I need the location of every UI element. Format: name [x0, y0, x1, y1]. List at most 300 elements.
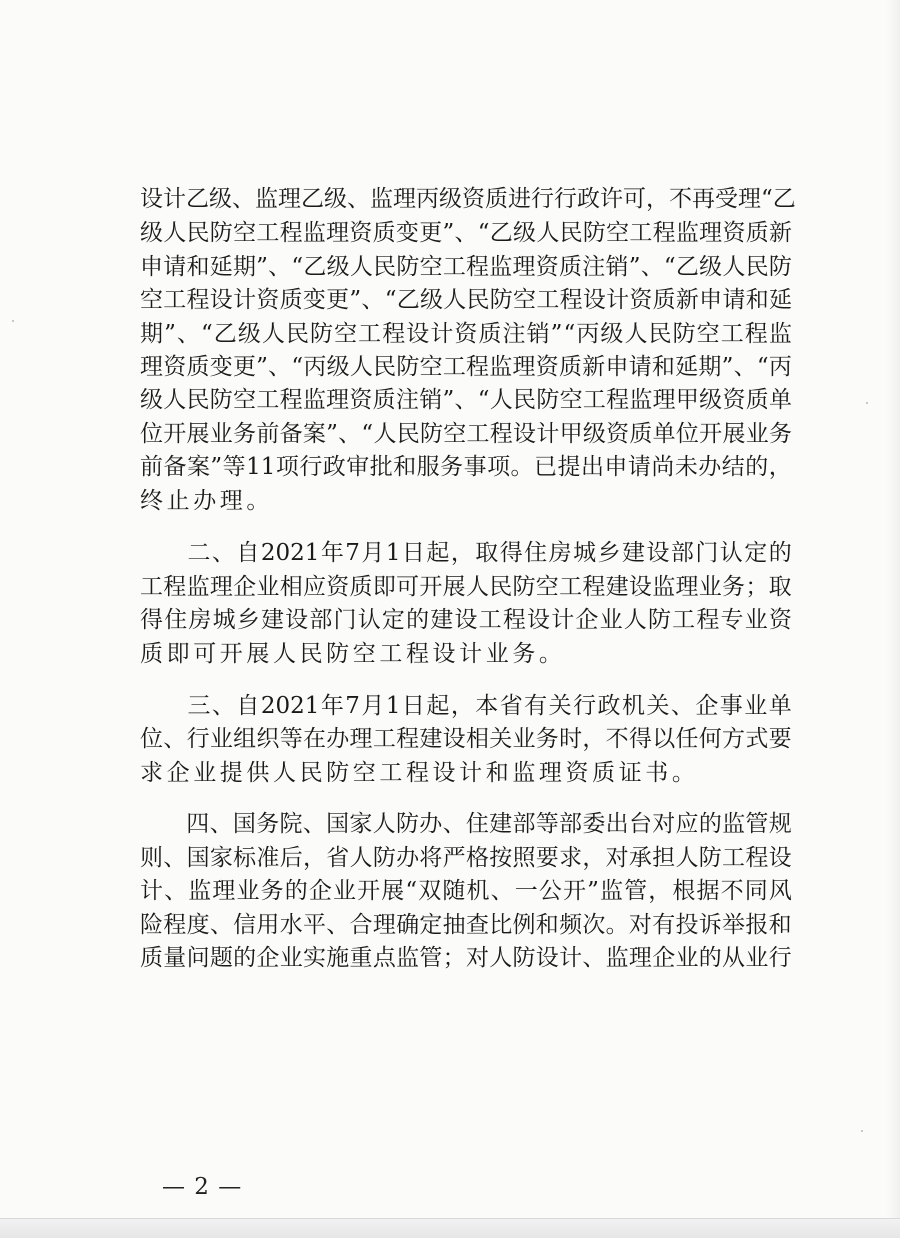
text-glyph: 申	[605, 354, 629, 380]
text-glyph: 甲	[559, 421, 583, 447]
text-glyph: ，	[582, 726, 606, 752]
text-glyph: 程	[405, 641, 429, 667]
text-glyph: 资	[462, 186, 485, 212]
text-glyph: 计	[459, 760, 483, 786]
text-glyph: 标	[233, 845, 257, 871]
text-glyph: 合	[349, 912, 373, 938]
text-glyph: 工	[442, 354, 466, 380]
text-glyph: 监	[396, 945, 420, 971]
text-glyph: 工	[379, 641, 403, 667]
text-glyph: 平	[302, 912, 326, 938]
text-glyph: 理	[219, 488, 243, 514]
text-glyph: 行	[573, 693, 597, 719]
text-glyph: ；	[745, 574, 769, 600]
text-glyph: 级	[209, 186, 232, 212]
text-glyph: 重	[349, 945, 373, 971]
text-glyph: 时	[559, 726, 583, 752]
text-glyph: 受	[715, 186, 738, 212]
text-glyph: 关	[489, 726, 513, 752]
scan-edge-bottom	[0, 1218, 900, 1238]
text-glyph: 住	[465, 811, 489, 837]
text-glyph: 请	[628, 354, 652, 380]
text-glyph: 提	[557, 454, 581, 480]
text-glyph: ”	[442, 387, 455, 413]
text-glyph: 空	[606, 220, 630, 246]
text-glyph: 担	[652, 845, 676, 871]
text-glyph: 书	[645, 760, 669, 786]
text-glyph: 等	[222, 454, 246, 480]
text-glyph: 质	[478, 321, 502, 347]
text-glyph: 行	[299, 454, 323, 480]
text-glyph: 根	[672, 878, 696, 904]
text-glyph: 业	[193, 760, 217, 786]
text-glyph: 自	[236, 693, 260, 719]
text-glyph: 、	[582, 945, 606, 971]
text-glyph: 资	[535, 254, 559, 280]
text-glyph: 将	[419, 845, 443, 871]
text-glyph: 期	[698, 354, 722, 380]
text-glyph: 三	[187, 693, 211, 719]
text-glyph: 程	[396, 726, 420, 752]
text-glyph: 、	[670, 693, 694, 719]
text-glyph: 防	[372, 845, 396, 871]
text-glyph: 期	[232, 254, 256, 280]
text-glyph: ”	[587, 878, 599, 904]
text-glyph: 。	[510, 454, 534, 480]
text-glyph: 民	[373, 254, 397, 280]
text-glyph: 设	[406, 321, 430, 347]
text-glyph: 行	[186, 726, 210, 752]
text-glyph: 业	[279, 945, 303, 971]
text-glyph: 。	[671, 760, 695, 786]
text-glyph: 业	[236, 878, 260, 904]
text-line	[140, 604, 792, 637]
text-line	[140, 217, 792, 250]
text-glyph: 城	[573, 540, 597, 566]
text-glyph: 照	[512, 845, 536, 871]
text-glyph: 行	[531, 186, 554, 212]
text-glyph: ，	[302, 845, 326, 871]
text-glyph: 专	[720, 607, 744, 633]
text-glyph: 民	[489, 574, 513, 600]
text-glyph: 诉	[698, 912, 722, 938]
text-glyph: ”	[628, 254, 641, 280]
text-glyph: 点	[372, 945, 396, 971]
text-glyph: 人	[722, 254, 746, 280]
text-glyph: 防	[326, 641, 350, 667]
text-glyph: 国	[232, 811, 256, 837]
text-glyph: 业	[744, 693, 768, 719]
text-line	[140, 537, 792, 570]
text-glyph: 、	[326, 912, 350, 938]
text-glyph: 计	[606, 287, 630, 313]
text-glyph: 年	[320, 540, 344, 566]
text-glyph: 防	[698, 845, 722, 871]
text-glyph: 设	[442, 726, 466, 752]
text-glyph: 双	[418, 878, 442, 904]
text-glyph: ”	[442, 220, 455, 246]
text-glyph: 人	[163, 220, 187, 246]
text-glyph: 起	[426, 693, 450, 719]
text-glyph: 、	[454, 220, 478, 246]
text-glyph: 展	[186, 421, 210, 447]
text-glyph: 单	[768, 693, 792, 719]
scan-speck	[12, 320, 14, 322]
text-glyph: 民	[186, 387, 210, 413]
text-glyph: 级	[140, 220, 163, 246]
text-glyph: 工	[256, 387, 280, 413]
text-glyph: 办	[419, 811, 443, 837]
text-glyph: 业	[209, 726, 233, 752]
text-glyph: 级	[600, 321, 624, 347]
text-glyph: 的	[698, 811, 722, 837]
text-glyph: ，	[648, 878, 672, 904]
text-glyph: 按	[489, 845, 513, 871]
text-glyph: 台	[628, 811, 652, 837]
text-glyph: 行	[768, 945, 792, 971]
text-glyph: “	[200, 321, 213, 347]
text-glyph: 严	[442, 845, 466, 871]
text-glyph: 1	[385, 693, 401, 719]
text-glyph: “	[477, 220, 490, 246]
text-glyph: 2021	[260, 693, 320, 719]
text-glyph: 政	[577, 186, 600, 212]
text-glyph: 随	[442, 878, 466, 904]
text-glyph: 四	[186, 811, 210, 837]
text-glyph: 请	[627, 454, 651, 480]
text-glyph: 程	[405, 760, 429, 786]
text-glyph: 举	[722, 912, 746, 938]
text-glyph: 人	[272, 760, 296, 786]
text-glyph: 质	[745, 220, 769, 246]
text-glyph: 、	[338, 421, 362, 447]
text-glyph: 的	[768, 540, 792, 566]
text-glyph: 施	[326, 945, 350, 971]
text-glyph: 对	[605, 845, 629, 871]
text-glyph: 和	[651, 354, 675, 380]
text-glyph: 房	[548, 540, 572, 566]
text-glyph: 得	[499, 540, 523, 566]
text-line	[140, 875, 792, 908]
text-glyph: 工	[163, 287, 187, 313]
text-glyph: 问	[186, 945, 210, 971]
text-glyph: 省	[499, 693, 523, 719]
text-glyph: 工	[140, 574, 163, 600]
text-glyph: 公	[538, 878, 562, 904]
text-line	[140, 318, 792, 351]
text-glyph: 监	[652, 574, 676, 600]
text-glyph: 理	[140, 354, 163, 380]
text-glyph: 不	[720, 878, 744, 904]
text-glyph: 设	[140, 186, 163, 212]
text-line	[140, 842, 792, 875]
text-glyph: 、	[268, 354, 292, 380]
text-glyph: 工	[372, 726, 396, 752]
text-glyph: 程	[186, 287, 210, 313]
text-glyph: 级	[237, 321, 261, 347]
text-glyph: 人	[272, 641, 296, 667]
text-glyph: ，	[768, 454, 792, 480]
text-glyph: 办	[326, 726, 350, 752]
text-glyph: ，	[646, 186, 669, 212]
text-glyph: 人	[675, 845, 699, 871]
text-glyph: “	[663, 254, 676, 280]
scan-edge-right	[886, 0, 900, 1218]
text-glyph: 空	[513, 287, 537, 313]
text-glyph: 设	[209, 287, 233, 313]
text-glyph: 空	[140, 287, 163, 313]
text-glyph: 位	[675, 421, 699, 447]
text-glyph: 织	[256, 726, 280, 752]
text-glyph: 质	[745, 387, 769, 413]
text-glyph: 尚	[651, 454, 675, 480]
text-glyph: 计	[536, 421, 560, 447]
text-glyph: 和	[768, 912, 792, 938]
text-glyph: 设	[527, 607, 550, 633]
text-glyph: 民	[559, 220, 583, 246]
text-glyph: 工	[358, 321, 382, 347]
text-line	[140, 351, 792, 384]
text-glyph: 程	[502, 607, 526, 633]
text-glyph: 承	[628, 845, 652, 871]
text-glyph: 程	[489, 421, 513, 447]
text-glyph: 防	[310, 321, 334, 347]
text-glyph: 建	[489, 811, 513, 837]
text-glyph: 人	[163, 387, 187, 413]
text-glyph: 质	[349, 574, 373, 600]
text-glyph: 民	[513, 387, 537, 413]
text-glyph: 得	[628, 726, 652, 752]
text-glyph: 延	[675, 354, 699, 380]
text-glyph: 理	[512, 354, 536, 380]
text-glyph: 理	[278, 186, 301, 212]
text-glyph: 人	[373, 421, 397, 447]
text-glyph: 人	[349, 254, 373, 280]
text-glyph: 级	[326, 254, 350, 280]
text-glyph: 设	[285, 607, 309, 633]
text-glyph: 监	[302, 387, 326, 413]
text-glyph: 工	[478, 607, 502, 633]
text-glyph: 计	[430, 321, 454, 347]
text-glyph: 空	[352, 641, 376, 667]
text-glyph: 更	[232, 354, 256, 380]
text-glyph: 民	[648, 321, 672, 347]
text-glyph: 空	[352, 760, 376, 786]
text-glyph: 防	[396, 254, 420, 280]
text-glyph: 工	[379, 760, 403, 786]
text-glyph: 、	[302, 811, 326, 837]
text-glyph: ”	[326, 421, 338, 447]
text-glyph: 务	[535, 726, 559, 752]
text-glyph: 再	[692, 186, 715, 212]
text-glyph: 展	[381, 878, 405, 904]
text-glyph: 企	[256, 945, 280, 971]
text-glyph: 政	[322, 454, 346, 480]
text-glyph: 民	[285, 321, 309, 347]
text-glyph: 计	[233, 287, 257, 313]
text-glyph: 建	[419, 726, 443, 752]
text-line	[140, 384, 792, 417]
text-glyph: “	[761, 186, 773, 212]
text-glyph: 得	[140, 607, 163, 633]
text-glyph: 的	[406, 607, 430, 633]
text-glyph: 已	[534, 454, 558, 480]
text-glyph: 理	[326, 387, 350, 413]
text-glyph: 办	[193, 488, 217, 514]
text-glyph: 建	[605, 574, 629, 600]
text-glyph: 程	[382, 321, 406, 347]
text-glyph: 防	[536, 387, 560, 413]
text-glyph: 管	[419, 945, 443, 971]
text-glyph: 质	[279, 287, 303, 313]
text-glyph: 等	[535, 811, 559, 837]
text-line	[140, 571, 792, 604]
text-glyph: 则	[140, 845, 163, 871]
text-glyph: 程	[279, 220, 303, 246]
text-glyph: 乡	[597, 540, 621, 566]
text-glyph: 和	[485, 760, 509, 786]
text-glyph: 备	[163, 454, 187, 480]
text-glyph: 、	[211, 693, 235, 719]
text-glyph: 对	[652, 811, 676, 837]
text-glyph: 用	[256, 912, 280, 938]
text-glyph: 资	[722, 220, 746, 246]
text-glyph: 企	[308, 878, 332, 904]
text-glyph: 建	[430, 607, 454, 633]
text-glyph: 设	[513, 421, 537, 447]
text-glyph: 项	[275, 454, 299, 480]
text-line	[140, 638, 792, 671]
text-glyph: 取	[768, 574, 792, 600]
text-glyph: 、	[733, 354, 757, 380]
text-glyph: 空	[419, 254, 443, 280]
text-glyph: 监	[512, 760, 536, 786]
text-glyph: 部	[559, 811, 583, 837]
text-glyph: 设	[628, 574, 652, 600]
text-glyph: “	[405, 878, 418, 904]
text-glyph: 设	[454, 607, 478, 633]
text-glyph: ”	[721, 354, 734, 380]
text-glyph: 业	[744, 607, 768, 633]
text-glyph: 业	[698, 574, 722, 600]
text-glyph: 7	[345, 540, 360, 566]
text-glyph: 质	[629, 421, 653, 447]
text-glyph: 务	[440, 454, 464, 480]
text-glyph: 比	[489, 912, 513, 938]
text-glyph: 、	[211, 540, 235, 566]
text-line	[140, 183, 796, 216]
text-glyph: 资	[768, 607, 792, 633]
text-glyph: 国	[186, 845, 210, 871]
text-glyph: 住	[164, 607, 188, 633]
text-glyph: “	[756, 354, 769, 380]
text-glyph: 监	[186, 574, 210, 600]
text-glyph: 部	[670, 540, 694, 566]
text-glyph: 注	[582, 254, 606, 280]
text-glyph: 人	[624, 321, 648, 347]
text-glyph: ”	[256, 354, 268, 380]
text-glyph: 人	[349, 845, 373, 871]
text-glyph: 应	[675, 811, 699, 837]
text-glyph: 设	[582, 287, 606, 313]
text-glyph: 级	[419, 287, 443, 313]
text-glyph: 等	[279, 726, 303, 752]
text-glyph: 新	[582, 354, 606, 380]
text-glyph: 管	[624, 878, 648, 904]
text-glyph: 人	[372, 811, 396, 837]
text-glyph: 理	[628, 945, 652, 971]
text-glyph: 展	[442, 574, 466, 600]
text-glyph: 、	[268, 254, 292, 280]
text-glyph: 资	[163, 354, 187, 380]
text-glyph: 建	[621, 540, 645, 566]
text-glyph: 程	[745, 845, 769, 871]
text-glyph: 资	[535, 354, 559, 380]
text-glyph: 防	[326, 760, 350, 786]
text-glyph: 空	[443, 421, 467, 447]
text-glyph: 月	[361, 693, 385, 719]
text-glyph: 度	[186, 912, 210, 938]
text-glyph: 定	[419, 912, 443, 938]
text-glyph: 设	[432, 760, 456, 786]
text-glyph: 二	[187, 540, 211, 566]
text-glyph: 乙	[675, 254, 699, 280]
text-glyph: ”	[349, 287, 362, 313]
text-glyph: 求	[140, 760, 163, 786]
text-glyph: 供	[246, 760, 270, 786]
text-glyph: 空	[334, 321, 358, 347]
text-glyph: 2021	[260, 540, 320, 566]
text-glyph: 工	[442, 254, 466, 280]
text-glyph: 开	[699, 421, 723, 447]
text-glyph: 规	[768, 811, 792, 837]
text-glyph: 位	[140, 421, 163, 447]
text-glyph: 质	[140, 945, 163, 971]
text-line	[140, 909, 792, 942]
text-glyph: 企	[233, 574, 257, 600]
text-glyph: 认	[719, 540, 743, 566]
text-glyph: 和	[745, 287, 769, 313]
text-glyph: 管	[745, 811, 769, 837]
text-glyph: 计	[459, 641, 483, 667]
text-glyph: “	[291, 354, 304, 380]
text-glyph: 乡	[236, 607, 260, 633]
text-glyph: 民	[745, 254, 769, 280]
text-glyph: 。	[246, 488, 270, 514]
text-glyph: 、	[163, 845, 187, 871]
text-glyph: 相	[465, 726, 489, 752]
text-glyph: 程	[696, 607, 720, 633]
text-glyph: 理	[393, 186, 416, 212]
text-glyph: 办	[396, 845, 420, 871]
text-glyph: 计	[163, 186, 186, 212]
text-glyph: 工	[722, 845, 746, 871]
text-glyph: 部	[512, 811, 536, 837]
text-glyph: 据	[696, 878, 720, 904]
text-glyph: 程	[163, 574, 187, 600]
text-glyph: 工	[536, 287, 560, 313]
text-line	[140, 485, 792, 518]
text-glyph: 工	[720, 321, 744, 347]
text-glyph: 监	[605, 945, 629, 971]
text-glyph: 防	[395, 811, 419, 837]
text-glyph: 程	[466, 254, 490, 280]
text-glyph: 前	[140, 454, 163, 480]
text-glyph: 乙	[303, 254, 327, 280]
text-glyph: 级	[699, 254, 723, 280]
text-glyph: 可	[623, 186, 646, 212]
text-glyph: 理	[349, 726, 373, 752]
